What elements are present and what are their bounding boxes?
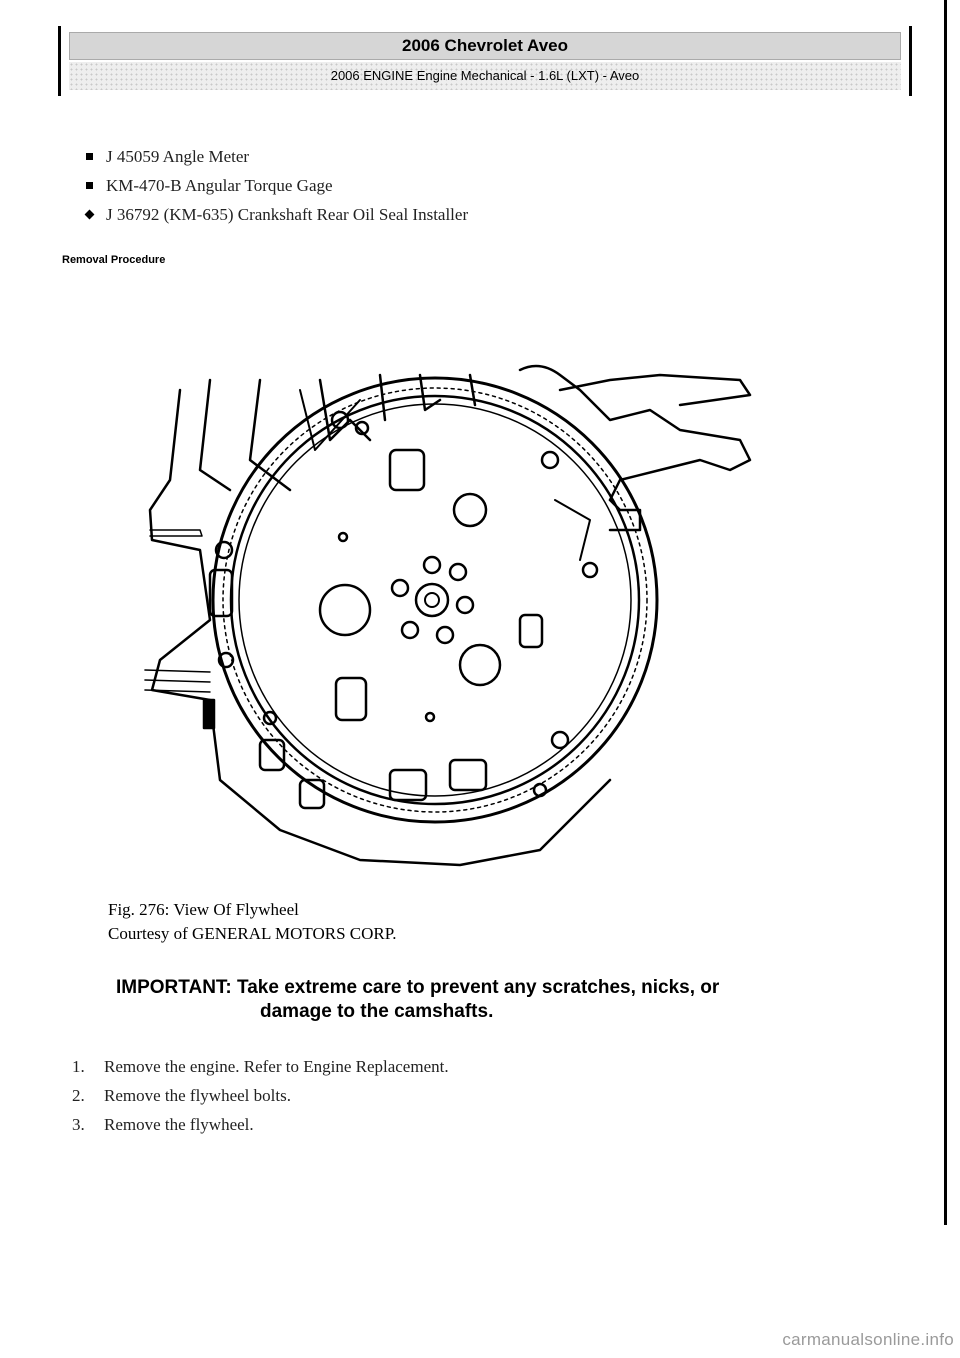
step-item [72, 1110, 449, 1139]
important-line: damage to the camshafts. [260, 1001, 494, 1022]
step-text: Remove the flywheel. [104, 1115, 254, 1134]
step-number: 3. [72, 1115, 85, 1134]
step-item [72, 1081, 449, 1110]
square-bullet-icon [86, 153, 93, 160]
tool-item [86, 142, 468, 171]
watermark: carmanualsonline.info [782, 1330, 954, 1349]
tool-text: KM-470-B Angular Torque Gage [106, 176, 333, 195]
caption-credit: Courtesy of GENERAL MOTORS CORP. [108, 924, 397, 943]
step-number: 1. [72, 1057, 85, 1076]
important-notice [116, 976, 856, 1024]
section-heading: Removal Procedure [62, 254, 166, 266]
caption-title: Fig. 276: View Of Flywheel [108, 900, 299, 919]
tool-text: J 45059 Angle Meter [106, 147, 250, 166]
procedure-steps [72, 1052, 449, 1139]
header-subtitle: 2006 ENGINE Engine Mechanical - 1.6L (LXT) - Aveo [69, 62, 901, 90]
tool-item [86, 200, 468, 229]
document-header [58, 26, 912, 96]
tool-item [86, 171, 468, 200]
figure-caption [108, 898, 397, 946]
diamond-bullet-icon [85, 210, 95, 220]
tool-text: J 36792 (KM-635) Crankshaft Rear Oil Seal Installer [106, 205, 469, 224]
step-number: 2. [72, 1086, 85, 1105]
page-border [944, 0, 947, 1225]
important-line: IMPORTANT: Take extreme care to prevent any scratches, nicks, or [116, 977, 720, 998]
header-title: 2006 Chevrolet Aveo [69, 32, 901, 60]
flywheel-illustration-icon [140, 360, 770, 880]
step-text: Remove the flywheel bolts. [104, 1086, 291, 1105]
step-item [72, 1052, 449, 1081]
tools-list [86, 142, 468, 229]
step-text: Remove the engine. Refer to Engine Replacement. [104, 1057, 449, 1076]
square-bullet-icon [86, 182, 93, 189]
